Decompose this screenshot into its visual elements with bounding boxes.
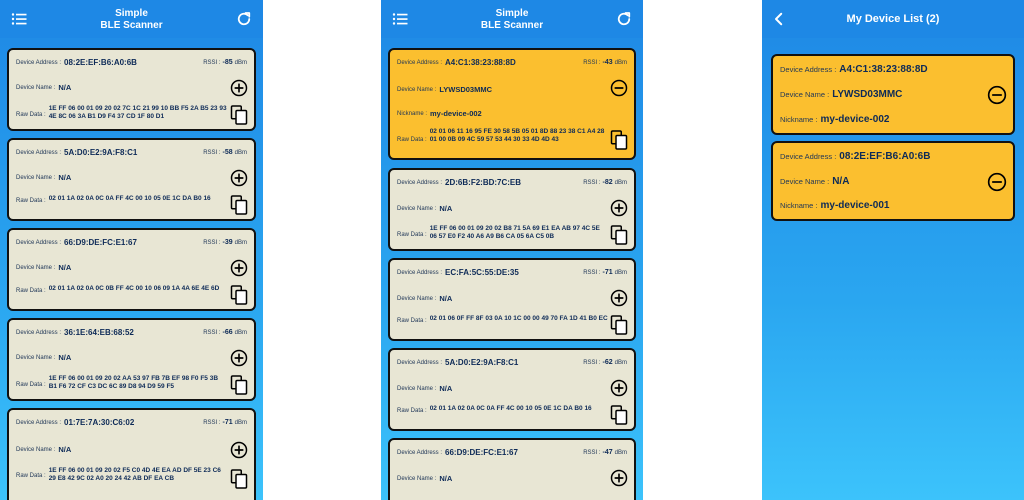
device-address-label: Device Address : <box>16 149 62 156</box>
device-card[interactable] <box>388 348 636 431</box>
raw-data-label: Raw Data : <box>16 473 46 479</box>
rssi-unit: dBm <box>234 150 247 156</box>
device-name-value: LYWSD03MMC <box>832 89 903 100</box>
rssi-label: RSSI : <box>203 60 221 66</box>
saved-device-card[interactable] <box>771 141 1015 221</box>
add-device-icon[interactable] <box>230 259 248 277</box>
device-address-value: 08:2E:EF:B6:A0:6B <box>839 151 931 162</box>
device-name-value: N/A <box>439 474 453 483</box>
rssi-label: RSSI : <box>203 240 221 246</box>
rssi-label: RSSI : <box>583 180 601 186</box>
device-address-value: EC:FA:5C:55:DE:35 <box>445 268 519 277</box>
add-device-icon[interactable] <box>230 169 248 187</box>
device-name-value: N/A <box>58 445 72 454</box>
device-name-label: Device Name : <box>16 174 56 181</box>
device-card[interactable] <box>388 258 636 341</box>
rssi-readout <box>583 59 627 66</box>
raw-data-value: 02 01 1A 02 0A 0C 0A FF 4C 00 10 05 0E 1C DA B0 16 <box>48 195 211 202</box>
device-card[interactable] <box>7 408 256 500</box>
copy-icon[interactable] <box>610 405 628 425</box>
device-name-value: N/A <box>439 204 453 213</box>
rssi-unit: dBm <box>234 60 247 66</box>
rssi-unit: dBm <box>614 450 627 456</box>
rssi-unit: dBm <box>614 360 627 366</box>
device-name-label: Device Name : <box>16 446 56 453</box>
device-name-value: N/A <box>439 384 453 393</box>
rssi-unit: dBm <box>614 60 627 66</box>
device-card[interactable] <box>7 318 256 401</box>
rssi-readout <box>583 359 627 366</box>
rssi-value: -47 <box>602 449 613 456</box>
rssi-readout <box>203 239 247 246</box>
refresh-button[interactable] <box>614 9 634 29</box>
add-device-icon[interactable] <box>230 441 248 459</box>
add-device-icon[interactable] <box>610 199 628 217</box>
device-card[interactable] <box>388 438 636 500</box>
device-name-value: N/A <box>439 294 453 303</box>
rssi-value: -71 <box>222 419 233 426</box>
app-title-line1: Simple <box>495 8 529 19</box>
device-list[interactable] <box>381 47 643 500</box>
rssi-label: RSSI : <box>203 420 221 426</box>
nickname-label: Nickname : <box>780 115 818 124</box>
copy-icon[interactable] <box>230 469 248 489</box>
app-title-line1: Simple <box>115 8 148 19</box>
rssi-value: -82 <box>602 179 613 186</box>
device-name-value: N/A <box>832 176 850 187</box>
device-name-label: Device Name : <box>397 86 437 93</box>
device-address-label: Device Address : <box>397 449 443 456</box>
device-card[interactable] <box>7 138 256 221</box>
device-name-value: N/A <box>58 353 72 362</box>
scanner-screen-2 <box>381 0 643 500</box>
device-list[interactable] <box>0 47 263 500</box>
remove-device-icon[interactable] <box>610 79 628 97</box>
rssi-readout <box>583 179 627 186</box>
app-title <box>0 8 263 32</box>
rssi-unit: dBm <box>234 420 247 426</box>
rssi-unit: dBm <box>234 330 247 336</box>
rssi-label: RSSI : <box>583 360 601 366</box>
rssi-label: RSSI : <box>203 330 221 336</box>
device-address-label: Device Address : <box>16 419 62 426</box>
raw-data-label: Raw Data : <box>397 232 427 238</box>
device-address-value: 2D:6B:F2:BD:7C:EB <box>445 178 522 187</box>
rssi-value: -39 <box>222 239 233 246</box>
copy-icon[interactable] <box>230 375 248 395</box>
device-address-value: A4:C1:38:23:88:8D <box>445 58 516 67</box>
app-title <box>381 8 643 32</box>
rssi-value: -62 <box>602 359 613 366</box>
device-name-label: Device Name : <box>16 264 56 271</box>
raw-data-label: Raw Data : <box>16 288 46 294</box>
add-device-icon[interactable] <box>610 469 628 487</box>
scanner-screen-1 <box>0 0 263 500</box>
nickname-value: my-device-002 <box>820 114 890 125</box>
device-address-label: Device Address : <box>780 152 837 161</box>
copy-icon[interactable] <box>610 225 628 245</box>
device-address-value: 5A:D0:E2:9A:F8:C1 <box>445 358 519 367</box>
device-name-label: Device Name : <box>16 354 56 361</box>
refresh-icon <box>615 10 633 28</box>
add-device-icon[interactable] <box>230 79 248 97</box>
rssi-readout <box>583 269 627 276</box>
raw-data-label: Raw Data : <box>397 408 427 414</box>
rssi-readout <box>203 419 247 426</box>
device-address-label: Device Address : <box>397 179 443 186</box>
app-bar <box>0 0 263 38</box>
raw-data-label: Raw Data : <box>16 382 46 388</box>
device-address-label: Device Address : <box>397 59 443 66</box>
device-name-label: Device Name : <box>397 385 437 392</box>
device-name-label: Device Name : <box>780 177 830 186</box>
device-card[interactable] <box>7 228 256 311</box>
nickname-label: Nickname : <box>397 110 428 117</box>
rssi-unit: dBm <box>614 270 627 276</box>
device-card[interactable] <box>388 168 636 251</box>
rssi-readout <box>203 329 247 336</box>
rssi-unit: dBm <box>234 240 247 246</box>
rssi-value: -43 <box>602 59 613 66</box>
rssi-label: RSSI : <box>203 150 221 156</box>
device-address-label: Device Address : <box>16 239 62 246</box>
device-name-label: Device Name : <box>397 475 437 482</box>
rssi-value: -85 <box>222 59 233 66</box>
copy-icon[interactable] <box>230 195 248 215</box>
rssi-unit: dBm <box>614 180 627 186</box>
device-address-value: A4:C1:38:23:88:8D <box>839 64 928 75</box>
remove-device-icon[interactable] <box>987 85 1007 105</box>
saved-device-card[interactable] <box>771 54 1015 135</box>
refresh-icon <box>235 10 253 28</box>
copy-icon[interactable] <box>610 315 628 335</box>
app-title-line2: BLE Scanner <box>480 20 544 31</box>
rssi-value: -66 <box>222 329 233 336</box>
rssi-label: RSSI : <box>583 270 601 276</box>
device-address-label: Device Address : <box>780 65 837 74</box>
copy-icon[interactable] <box>230 105 248 125</box>
raw-data-value: 1E FF 06 00 01 09 20 02 B8 71 5A 69 E1 EA AB 97 4C 5E 06 57 E0 F2 40 A6 A9 B6 CA 05 6A C5 0B <box>429 225 600 240</box>
device-address-value: 01:7E:7A:30:C6:02 <box>64 418 135 427</box>
refresh-button[interactable] <box>234 9 254 29</box>
rssi-value: -71 <box>602 269 613 276</box>
raw-data-label: Raw Data : <box>397 137 427 143</box>
device-address-label: Device Address : <box>397 359 443 366</box>
saved-device-card[interactable] <box>388 48 636 160</box>
add-device-icon[interactable] <box>610 289 628 307</box>
rssi-label: RSSI : <box>583 60 601 66</box>
saved-device-list[interactable] <box>762 47 1024 500</box>
nickname-value: my-device-002 <box>430 109 482 118</box>
raw-data-value: 1E FF 06 00 01 09 20 02 AA 53 97 FB 7B EF 98 F0 F5 3B B1 F6 72 CF C3 DC 6C 89 D8 94 D9 59 F5 <box>48 375 219 390</box>
rssi-readout <box>203 59 247 66</box>
copy-icon[interactable] <box>230 285 248 305</box>
rssi-label: RSSI : <box>583 450 601 456</box>
device-address-value: 08:2E:EF:B6:A0:6B <box>64 58 137 67</box>
device-card[interactable] <box>7 48 256 131</box>
device-address-label: Device Address : <box>16 329 62 336</box>
rssi-readout <box>203 149 247 156</box>
rssi-readout <box>583 449 627 456</box>
add-device-icon[interactable] <box>610 379 628 397</box>
device-address-value: 5A:D0:E2:9A:F8:C1 <box>64 148 138 157</box>
nickname-label: Nickname : <box>780 201 818 210</box>
device-name-value: LYWSD03MMC <box>439 85 493 94</box>
raw-data-value: 1E FF 06 00 01 09 20 02 7C 1C 21 99 10 BB F5 2A B5 23 93 4E 8C 06 3A B1 D9 F4 37 CD 1F 80 D1 <box>48 105 227 120</box>
nickname-value: my-device-001 <box>820 200 890 211</box>
app-bar <box>381 0 643 38</box>
device-name-value: N/A <box>58 173 72 182</box>
rssi-value: -58 <box>222 149 233 156</box>
device-name-label: Device Name : <box>16 84 56 91</box>
copy-icon[interactable] <box>610 130 628 150</box>
raw-data-label: Raw Data : <box>397 318 427 324</box>
raw-data-value: 02 01 1A 02 0A 0C 0B FF 4C 00 10 06 09 1A 4A 6E 4E 6D <box>48 285 220 292</box>
device-address-value: 66:D9:DE:FC:E1:67 <box>64 238 137 247</box>
my-device-list-screen <box>762 0 1024 500</box>
device-name-label: Device Name : <box>397 295 437 302</box>
add-device-icon[interactable] <box>230 349 248 367</box>
device-address-label: Device Address : <box>16 59 62 66</box>
raw-data-value: 02 01 06 11 16 95 FE 30 58 5B 05 01 8D 88 23 38 C1 A4 28 01 00 0B 09 4C 59 57 53 44 30 33 4D 4D 43 <box>429 128 605 143</box>
device-address-value: 66:D9:DE:FC:E1:67 <box>445 448 518 457</box>
device-address-value: 36:1E:64:EB:68:52 <box>64 328 134 337</box>
page-title: My Device List (2) <box>846 13 940 25</box>
device-address-label: Device Address : <box>397 269 443 276</box>
raw-data-label: Raw Data : <box>16 112 46 118</box>
raw-data-value: 02 01 1A 02 0A 0C 0A FF 4C 00 10 05 0E 1C DA B0 16 <box>429 405 592 412</box>
device-name-label: Device Name : <box>397 205 437 212</box>
app-bar <box>762 0 1024 38</box>
raw-data-value: 02 01 06 0F FF 8F 03 0A 10 1C 00 00 49 70 FA 1D 41 B0 EC <box>429 315 608 322</box>
app-title-line2: BLE Scanner <box>100 20 163 31</box>
raw-data-label: Raw Data : <box>16 198 46 204</box>
remove-device-icon[interactable] <box>987 172 1007 192</box>
device-name-label: Device Name : <box>780 90 830 99</box>
device-name-value: N/A <box>58 263 72 272</box>
raw-data-value: 1E FF 06 00 01 09 20 02 F5 C0 4D 4E EA AD DF 5E 23 C6 29 E8 42 9C 02 A0 20 24 42 AB DF EA CB <box>48 467 221 482</box>
device-name-value: N/A <box>58 83 72 92</box>
